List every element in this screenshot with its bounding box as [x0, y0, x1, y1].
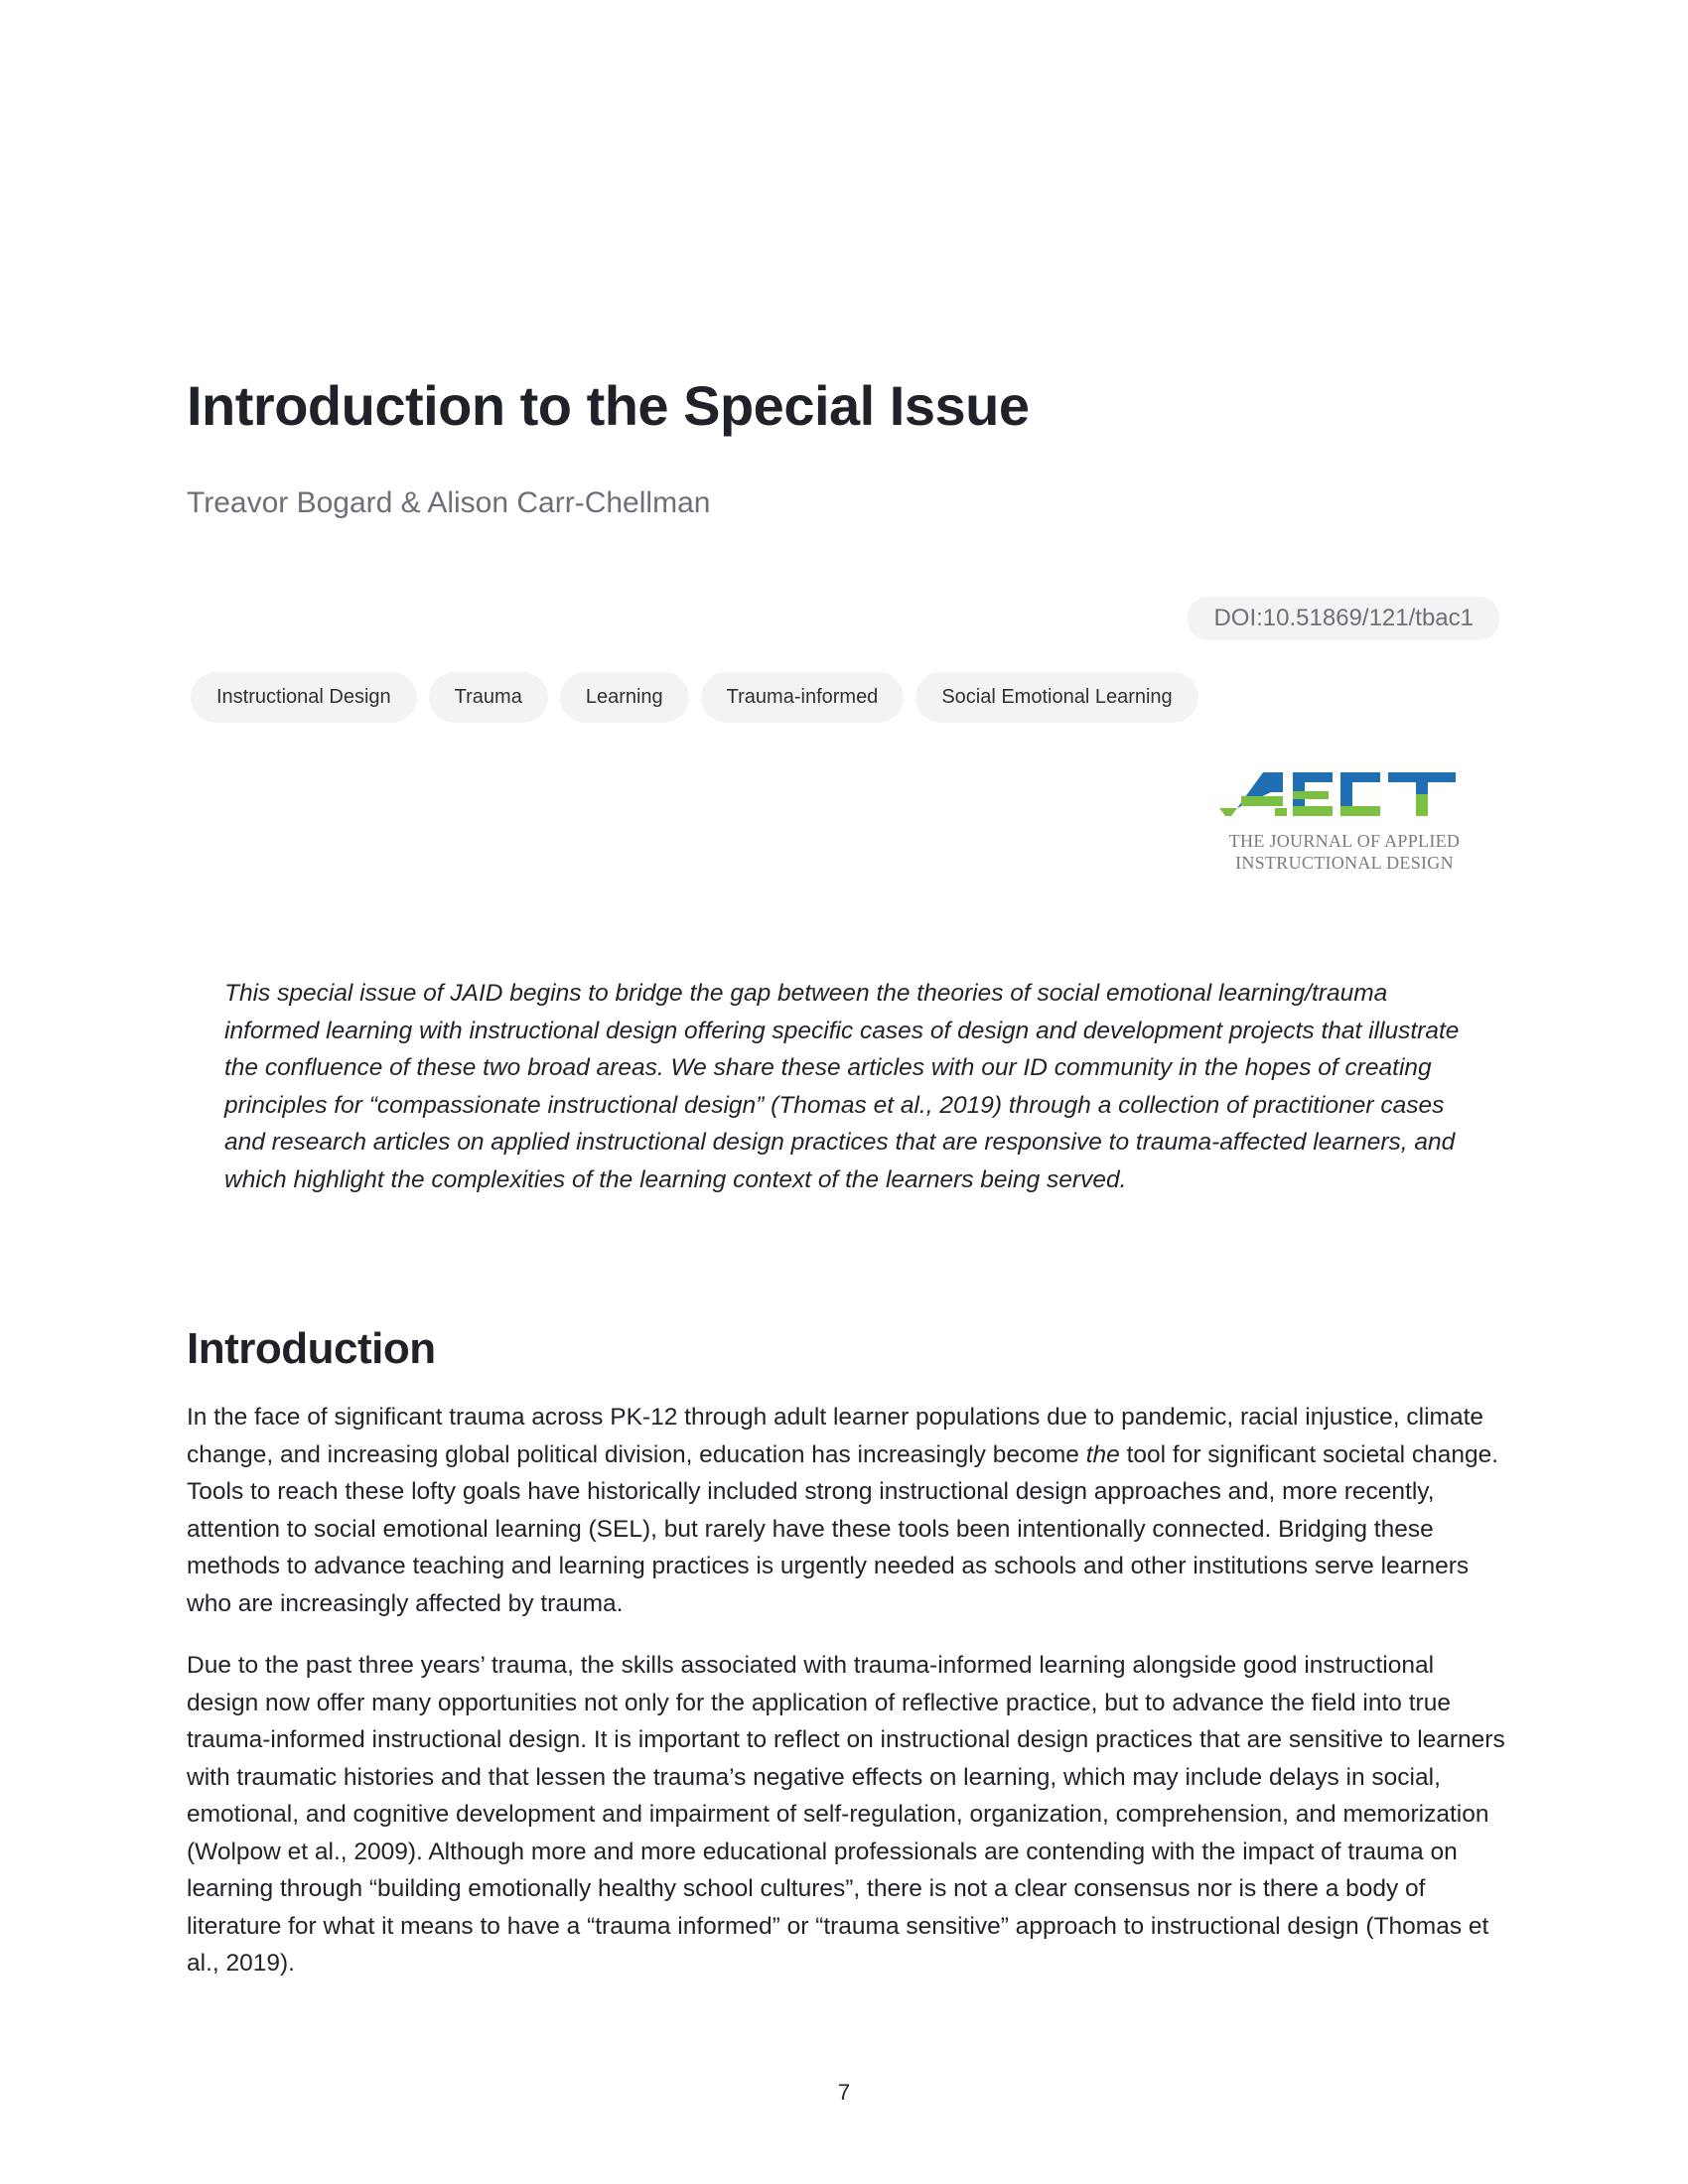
- keyword-tag[interactable]: Trauma: [429, 672, 548, 723]
- logo-letter-a-bottom: [1219, 808, 1237, 816]
- logo-letter-a-bar: [1241, 796, 1283, 806]
- authors: Treavor Bogard & Alison Carr-Chellman: [187, 486, 711, 519]
- keyword-tag[interactable]: Trauma-informed: [701, 672, 905, 723]
- journal-name-line1: THE JOURNAL OF APPLIED: [1228, 831, 1461, 851]
- journal-name: [1205, 830, 1483, 874]
- logo-letter-e-bottom: [1293, 806, 1333, 816]
- paragraph-text: In the face of significant trauma across PK-12 through adult learner populations due to pandemic, racial injustice, climate change, and increasing global political division, education has increasingly become: [187, 1404, 1484, 1468]
- page-title: Introduction to the Special Issue: [187, 374, 1030, 437]
- doi-badge[interactable]: DOI:10.51869/121/tbac1: [1188, 597, 1499, 640]
- logo-letter-t-stem-top: [1416, 772, 1428, 794]
- keyword-list: [191, 672, 1198, 723]
- paragraph: Due to the past three years’ trauma, the skills associated with trauma-informed learning alongside good instructional design now offer many opportunities not only for the application of reflective practice, but to advance the field into true trauma-informed instructional design. It is important to reflect on instructional design practices that are sensitive to learners with traumatic histories and that lessen the trauma’s negative effects on learning, which may include delays in social, emotional, and cognitive development and impairment of self-regulation, organization, comprehension, and memorization (Wolpow et al., 2009). Although more and more educational professionals are contending with the impact of trauma on learning through “building emotionally healthy school cultures”, there is not a clear consensus nor is there a body of literature for what it means to have a “trauma informed” or “trauma sensitive” approach to instructional design (Thomas et al., 2019).: [187, 1652, 1505, 1977]
- logo-letter-c-bottom: [1340, 806, 1380, 816]
- logo-letter-a-leg: [1275, 808, 1287, 816]
- logo-letter-e-mid: [1293, 791, 1329, 799]
- page-number: 7: [837, 2080, 851, 2105]
- keyword-tag[interactable]: Social Emotional Learning: [915, 672, 1197, 723]
- abstract: This special issue of JAID begins to bridge the gap between the theories of social emotional learning/trauma informed learning with instructional design offering specific cases of design and development projects that illustrate the confluence of these two broad areas. We share these articles with our ID community in the hopes of creating principles for “compassionate instructional design” (Thomas et al., 2019) through a collection of practitioner cases and research articles on applied instructional design practices that are responsive to trauma-affected learners, and which highlight the complexities of the learning context of the learners being served.: [224, 980, 1460, 1193]
- paragraph: [187, 1399, 1507, 1622]
- keyword-tag[interactable]: Instructional Design: [191, 672, 417, 723]
- keyword-tag[interactable]: Learning: [560, 672, 689, 723]
- section-heading-introduction: Introduction: [187, 1324, 436, 1373]
- paragraph-text: tool for significant societal change. Tools to reach these lofty goals have historically included strong instructional design approaches and, more recently, attention to social emotional learning (SEL), but rarely have these tools been intentionally connected. Bridging these methods to advance teaching and learning practices is urgently needed as schools and other institutions serve learners who are increasingly affected by trauma.: [187, 1440, 1499, 1617]
- emphasis-text: the: [1085, 1440, 1120, 1468]
- journal-name-line2: INSTRUCTIONAL DESIGN: [1235, 853, 1454, 873]
